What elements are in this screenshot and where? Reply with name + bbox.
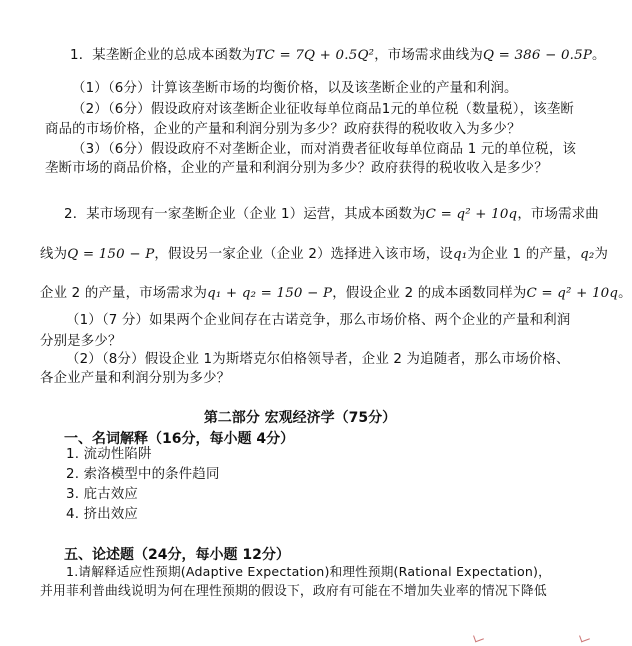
sec5-heading: 五、论述题（24分，每小题 12分） [64,547,290,563]
q2-line1 [64,206,599,224]
q1-sub3-line2: 垄断市场的商品价格，企业的产量和利润分别为多少？政府获得的税收收入是多少？ [45,161,548,176]
q2-sub2-line2: 各企业产量和利润分别为多少？ [40,371,231,386]
q2-cost-formula-1: C = q² + 10q [425,207,518,222]
sec1-heading: 一、名词解释（16分，每小题 4分） [64,431,295,447]
q2-line3-text: 企业 2 的产量，市场需求为 [40,286,208,301]
part2-title: 第二部分 宏观经济学（75分） [203,410,397,426]
q2-sub1-line1: （1）（7 分）如果两个企业间存在古诺竞争，那么市场价格、两个企业的产量和利润 [66,313,571,328]
essay-q1-line1: 1.请解释适应性预期(Adaptive Expectation)和理性预期(Rational Expectation)， [66,564,551,579]
q1-sub2-line2: 商品的市场价格，企业的产量和利润分别为多少？政府获得的税收收入为多少？ [45,122,521,137]
q2-sub1-line2: 分别是多少？ [40,334,122,349]
q1-sub2-line1: （2）（6分）假设政府对该垄断企业征收每单位商品1元的单位税（数量税），该垄断 [72,102,575,117]
q2-market-demand-formula: q₁ + q₂ = 150 − P [207,286,333,301]
q2-line1-tail: ，市场需求曲 [517,207,599,222]
q2-sub2-line1: （2）（8分）假设企业 1为斯塔克尔伯格领导者，企业 2 为追随者，那么市场价格、 [66,352,570,367]
q1-demand-formula: Q = 386 − 0.5P [482,48,593,63]
q2-q2-symbol: q₂ [580,247,595,262]
q1-sub1: （1）（6分）计算该垄断市场的均衡价格，以及该垄断企业的产量和利润。 [72,81,518,96]
q2-line2-mid2: 为企业 1 的产量， [467,247,581,262]
essay-q1-line2: 并用菲利普曲线说明为何在理性预期的假设下，政府有可能在不增加失业率的情况下降低 [40,584,547,599]
term-item-3: 3. 庇古效应 [66,487,138,502]
q2-line2-text: 线为 [40,247,68,262]
q2-line2-tail: 为 [594,247,609,262]
q1-total-cost-formula: TC = 7Q + 0.5Q² [255,48,375,63]
q2-cost-formula-2: C = q² + 10q [526,286,619,301]
q2-line1-text: 2．某市场现有一家垄断企业（企业 1）运营，其成本函数为 [64,207,426,222]
q1-mid-text: ，市场需求曲线为 [374,48,483,63]
corner-mark-2 [579,633,590,643]
term-item-4: 4. 挤出效应 [66,507,138,522]
q2-line3-tail: 。 [618,286,632,301]
q1-sub3-line1: （3）（6分）假设政府不对垄断企业，而对消费者征收每单位商品 1 元的单位税，该 [72,142,577,157]
q2-q1-symbol: q₁ [452,247,468,262]
q2-line2-mid: ，假设另一家企业（企业 2）选择进入该市场，设 [154,247,453,262]
q2-line3-mid: ，假设企业 2 的成本函数同样为 [332,286,527,301]
term-item-1: 1. 流动性陷阱 [66,447,152,462]
q2-demand-formula: Q = 150 − P [67,247,155,262]
q2-line2 [40,246,608,264]
q2-line3 [40,285,632,303]
q1-intro-text: 1．某垄断企业的总成本函数为 [70,48,256,63]
corner-mark-1 [473,633,484,643]
q1-intro-line [70,47,606,65]
term-item-2: 2. 索洛模型中的条件趋同 [66,467,220,482]
q1-end-text: 。 [592,48,606,63]
